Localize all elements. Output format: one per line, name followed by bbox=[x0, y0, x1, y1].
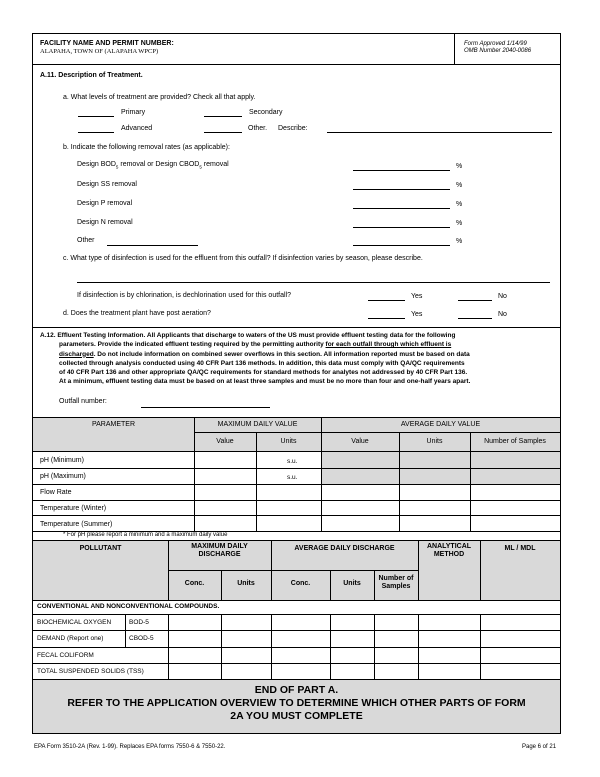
table-row: Temperature (Winter) bbox=[40, 505, 107, 512]
col-max-conc: Conc. bbox=[184, 580, 205, 587]
aeration-no-field[interactable] bbox=[458, 318, 492, 319]
a11-question-b: b. Indicate the following removal rates (as applicable): bbox=[63, 144, 230, 151]
end-of-part-a: END OF PART A. REFER TO THE APPLICATION OVERVIEW TO DETERMINE WHICH OTHER PARTS OF FORM 2A YOU MUST COMPLETE bbox=[67, 684, 526, 722]
list-item: BIOCHEMICAL OXYGEN bbox=[37, 619, 112, 626]
list-item: FECAL COLIFORM bbox=[37, 652, 94, 659]
col-max-daily: MAXIMUM DAILY VALUE bbox=[217, 421, 298, 428]
n-label: Design N removal bbox=[77, 219, 133, 226]
a11-question-c: c. What type of disinfection is used for the effluent from this outfall? If disinfection varies by season, please describe. bbox=[63, 255, 423, 262]
a11-question-a: a. What levels of treatment are provided? Check all that apply. bbox=[63, 94, 256, 101]
table-row: Temperature (Summer) bbox=[40, 521, 113, 528]
ss-label: Design SS removal bbox=[77, 181, 137, 188]
list-item: BOD-5 bbox=[129, 619, 149, 626]
col-max-value: Value bbox=[216, 438, 234, 445]
table-row: Flow Rate bbox=[40, 489, 72, 496]
header-rule bbox=[33, 64, 560, 65]
secondary-label: Secondary bbox=[249, 109, 283, 116]
col-parameter: PARAMETER bbox=[91, 421, 136, 428]
list-item: DEMAND (Report one) bbox=[37, 635, 104, 642]
n-rate-field[interactable] bbox=[353, 227, 450, 228]
col-avg-daily: AVERAGE DAILY VALUE bbox=[400, 421, 481, 428]
other-pct: % bbox=[456, 238, 463, 245]
facility-value: ALAPAHA, TOWN OF (ALAPAHA WPCP) bbox=[40, 48, 159, 55]
bod-pct: % bbox=[456, 163, 463, 170]
other-label: Other. bbox=[248, 125, 268, 132]
col-ml-mdl: ML / MDL bbox=[504, 545, 536, 552]
col-avg-discharge: AVERAGE DAILY DISCHARGE bbox=[294, 545, 395, 552]
other-rate-field[interactable] bbox=[353, 245, 450, 246]
aeration-yes-label: Yes bbox=[411, 311, 423, 318]
secondary-check[interactable] bbox=[204, 116, 242, 117]
a12-instructions: A.12. Effluent Testing Information. All Applicants that discharge to waters of the US must provide effluent testing data for the following parameters. Provide the indicated effluent testing required by the permitting authority for each outfall through which effluent is discharged. Do not include information on combined sewer overflows in this section. All information reported must be based on data collected through analysis conducted using 40 CFR Part 136 methods. In addition, this data must comply with QA/QC requirements of 40 CFR Part 136 and other appropriate QA/QC requirements for standard methods for analytes not addressed by 40 CFR Part 136. At a minimum, effluent testing data must be based on at least three samples and must be no more than four and one-half years apart. bbox=[40, 332, 471, 386]
describe-label: Describe: bbox=[278, 125, 308, 132]
aeration-no-label: No bbox=[498, 311, 507, 318]
dechlor-yes-field[interactable] bbox=[368, 300, 405, 301]
a11-title: A.11. Description of Treatment. bbox=[40, 72, 143, 79]
other-check[interactable] bbox=[204, 132, 242, 133]
col-pollutant: POLLUTANT bbox=[79, 545, 122, 552]
describe-field[interactable] bbox=[327, 132, 552, 133]
col-max-units2: Units bbox=[237, 580, 255, 587]
footer-page-number: Page 6 of 21 bbox=[522, 744, 557, 750]
col-max-units: Units bbox=[280, 438, 297, 445]
header-divider bbox=[454, 34, 455, 64]
ss-pct: % bbox=[456, 182, 463, 189]
col-avg-units: Units bbox=[426, 438, 443, 445]
footer-form-id: EPA Form 3510-2A (Rev. 1-99). Replaces EPA forms 7550-6 & 7550-22. bbox=[34, 744, 226, 750]
ss-rate-field[interactable] bbox=[353, 189, 450, 190]
outfall-field[interactable] bbox=[141, 407, 270, 408]
form-page bbox=[32, 33, 561, 734]
advanced-label: Advanced bbox=[121, 125, 153, 132]
row-units: s.u. bbox=[287, 474, 298, 481]
col-avg-conc: Conc. bbox=[290, 580, 311, 587]
form-approved: Form Approved 1/14/99 bbox=[464, 41, 527, 47]
p-pct: % bbox=[456, 201, 463, 208]
col-avg-value: Value bbox=[351, 438, 369, 445]
col-max-discharge: MAXIMUM DAILY DISCHARGE bbox=[191, 543, 248, 558]
col-num-samples: Number of Samples bbox=[484, 438, 546, 445]
list-item: CBOD-5 bbox=[129, 635, 154, 642]
col-analytical-method: ANALYTICAL METHOD bbox=[426, 543, 472, 558]
chlorination-question: If disinfection is by chlorination, is dechlorination used for this outfall? bbox=[77, 292, 292, 299]
row-units: s.u. bbox=[287, 458, 298, 465]
disinfection-field[interactable] bbox=[77, 282, 550, 283]
other-rate-name-field[interactable] bbox=[107, 245, 198, 246]
col-avg-units2: Units bbox=[343, 580, 361, 587]
advanced-check[interactable] bbox=[78, 132, 114, 133]
p-label: Design P removal bbox=[77, 200, 133, 207]
dechlor-no-field[interactable] bbox=[458, 300, 492, 301]
table-row: pH (Maximum) bbox=[40, 473, 86, 480]
section-conventional: CONVENTIONAL AND NONCONVENTIONAL COMPOUNDS. bbox=[37, 603, 220, 610]
ph-footnote: * For pH please report a minimum and a maximum daily value bbox=[63, 532, 228, 538]
primary-label: Primary bbox=[121, 109, 146, 116]
list-item: TOTAL SUSPENDED SOLIDS (TSS) bbox=[37, 668, 144, 675]
col-number-samples: Number of Samples bbox=[378, 575, 414, 590]
facility-label: FACILITY NAME AND PERMIT NUMBER: bbox=[40, 40, 174, 47]
n-pct: % bbox=[456, 220, 463, 227]
table-row: pH (Minimum) bbox=[40, 457, 84, 464]
dechlor-no-label: No bbox=[498, 293, 507, 300]
other-rate-label: Other bbox=[77, 237, 95, 244]
dechlor-yes-label: Yes bbox=[411, 293, 423, 300]
aeration-yes-field[interactable] bbox=[368, 318, 405, 319]
p-rate-field[interactable] bbox=[353, 208, 450, 209]
a11-question-d: d. Does the treatment plant have post aeration? bbox=[63, 310, 211, 317]
bod-label: Design $BOD_5$ removal or Design $CBOD_5$ removal bbox=[77, 161, 229, 170]
primary-check[interactable] bbox=[78, 116, 114, 117]
a11-bottom-rule bbox=[33, 327, 560, 328]
omb-number: OMB Number 2040-0086 bbox=[464, 48, 532, 54]
bod-rate-field[interactable] bbox=[353, 170, 450, 171]
outfall-label: Outfall number: bbox=[59, 398, 107, 405]
